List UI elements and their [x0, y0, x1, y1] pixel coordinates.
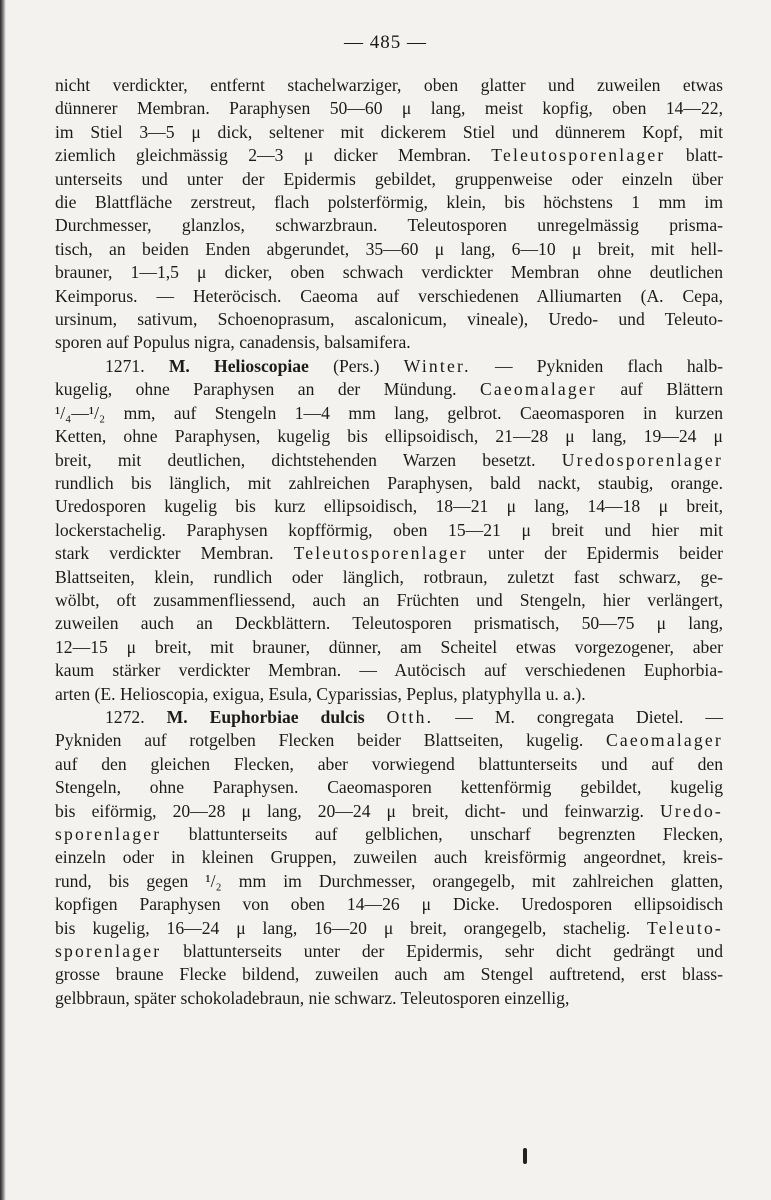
text-run: sporen auf Populus nigra, canadensis, balsamifera. — [55, 332, 411, 353]
text-run: Keimporus. — Heteröcisch. Caeoma auf verschiedenen Alliumarten (A. Cepa, — [55, 285, 723, 306]
text-line — [55, 449, 723, 472]
spaced-term: sporenlager — [55, 941, 162, 962]
text-line — [55, 285, 723, 308]
text-line — [55, 566, 723, 589]
text-line — [55, 753, 723, 776]
spaced-term: Teleutosporenlager — [491, 145, 666, 166]
text-run: auf den gleichen Flecken, aber vorwiegend blattunterseits und auf den — [55, 753, 723, 774]
text-line — [55, 659, 723, 682]
text-run: ¹/₄—¹/₂ mm, auf Stengeln 1—4 mm lang, gelbrot. Caeomasporen in kurzen — [55, 402, 723, 423]
text-run: stark verdickter Membran. — [55, 543, 294, 564]
text-run: blattunterseits unter der Epidermis, sehr dicht gedrängt und — [161, 941, 723, 962]
text-run: rund, bis gegen ¹/₂ mm im Durchmesser, orangegelb, mit zahlreichen glatten, — [55, 870, 723, 891]
species-name: M. Helioscopiae — [168, 355, 309, 376]
text-run: rundlich bis länglich, mit zahlreichen Paraphysen, bald nackt, staubig, orange. — [55, 472, 723, 493]
text-run: — M. congregata Dietel. — — [433, 706, 724, 727]
text-run: blatt- — [665, 145, 724, 166]
text-line — [55, 519, 723, 542]
text-run: dünnerer Membran. Paraphysen 50—60 μ lang, meist kopfig, oben 14—22, — [55, 98, 723, 119]
spaced-term: Teleuto- — [647, 917, 723, 938]
text-line — [55, 987, 723, 1010]
text-line — [55, 74, 723, 97]
text-run: auf Blättern — [597, 379, 724, 400]
species-name: M. Euphorbiae dulcis — [166, 706, 365, 727]
text-run: unter der Epidermis beider — [467, 543, 723, 564]
text-line — [55, 378, 723, 401]
text-run: Durchmesser, glanzlos, schwarzbraun. Teleutosporen unregelmässig prisma- — [55, 215, 723, 236]
text-run: die Blattfläche zerstreut, flach polsterförmig, klein, bis höchstens 1 mm im — [55, 192, 723, 213]
spaced-term: Uredosporenlager — [561, 449, 723, 470]
text-line — [55, 776, 723, 799]
text-line — [55, 308, 723, 331]
text-run: wölbt, oft zusammenfliessend, auch an Früchten und Stengeln, hier verlängert, — [55, 589, 723, 610]
spaced-term: Uredo- — [659, 800, 723, 821]
text-line — [55, 870, 723, 893]
text-run: — Pykniden flach halb- — [470, 355, 724, 376]
text-run: nicht verdickter, entfernt stachelwarziger, oben glatter und zuweilen etwas — [55, 75, 723, 95]
text-run: kaum stärker verdickter Membran. — Autöcisch auf verschiedenen Euphorbia- — [55, 660, 723, 681]
text-line — [55, 612, 723, 635]
text-run: ziemlich gleichmässig 2—3 μ dicker Membran. — [55, 145, 492, 166]
text-run: unterseits und unter der Epidermis gebildet, gruppenweise oder einzeln über — [55, 168, 723, 189]
text-line — [55, 683, 723, 706]
text-line — [55, 238, 723, 261]
text-run: lockerstachelig. Paraphysen kopfförmig, oben 15—21 μ breit und hier mit — [55, 519, 723, 540]
text-line — [55, 402, 723, 425]
text-run: Uredosporen kugelig bis kurz ellipsoidisch, 18—21 μ lang, 14—18 μ breit, — [55, 496, 723, 517]
text-run: ursinum, sativum, Schoenoprasum, ascalonicum, vineale), Uredo- und Teleuto- — [55, 309, 723, 330]
text-line — [55, 425, 723, 448]
text-run: blattunterseits auf gelblichen, unscharf begrenzten Flecken, — [161, 824, 723, 844]
text-run — [365, 707, 387, 727]
text-line — [55, 846, 723, 869]
text-run: Blattseiten, klein, rundlich oder länglich, rotbraun, zuletzt fast schwarz, ge- — [55, 566, 723, 587]
text-line — [55, 963, 723, 986]
scan-left-edge — [0, 0, 6, 1200]
text-line — [55, 214, 723, 237]
text-line — [55, 729, 723, 752]
text-line — [55, 144, 723, 167]
text-line — [55, 168, 723, 191]
text-run: breit, mit deutlichen, dichtstehenden Warzen besetzt. — [55, 449, 562, 470]
text-run: kopfigen Paraphysen von oben 14—26 μ Dicke. Uredosporen ellipsoidisch — [55, 894, 723, 915]
text-line — [55, 706, 723, 729]
text-line — [55, 940, 723, 963]
spaced-term: Otth. — [386, 706, 434, 727]
text-line — [55, 495, 723, 518]
text-run: Ketten, ohne Paraphysen, kugelig bis ellipsoidisch, 21—28 μ lang, 19—24 μ — [55, 426, 723, 447]
text-line — [55, 191, 723, 214]
text-run: im Stiel 3—5 μ dick, seltener mit dickerem Stiel und dünnerem Kopf, mit — [55, 121, 723, 142]
text-run: zuweilen auch an Deckblättern. Teleutosporen prismatisch, 50—75 μ lang, — [55, 613, 723, 634]
spaced-term: Winter. — [403, 355, 471, 376]
text-run: bis eiförmig, 20—28 μ lang, 20—24 μ breit, dicht- und feinwarzig. — [55, 800, 660, 821]
page-number: — 485 — — [344, 32, 427, 53]
spaced-term: sporenlager — [55, 824, 162, 844]
text-run: arten (E. Helioscopia, exigua, Esula, Cyparissias, Peplus, platyphylla u. a.). — [55, 683, 586, 704]
text-run: Pykniden auf rotgelben Flecken beider Blattseiten, kugelig. — [55, 730, 606, 751]
spaced-term: Caeomalager — [479, 379, 597, 400]
text-run: bis kugelig, 16—24 μ lang, 16—20 μ breit, orangegelb, stachelig. — [55, 917, 648, 938]
spaced-term: Teleutosporenlager — [293, 543, 468, 564]
text-run: tisch, an beiden Enden abgerundet, 35—60 μ lang, 6—10 μ breit, mit hell- — [55, 238, 723, 259]
text-run: kugelig, ohne Paraphysen an der Mündung. — [55, 379, 480, 400]
text-run: grosse braune Flecke bildend, zuweilen auch am Stengel auftretend, erst blass- — [55, 964, 723, 985]
text-run: 1271. — [105, 355, 169, 376]
text-line — [55, 331, 723, 354]
text-run: gelbbraun, später schokoladebraun, nie schwarz. Teleutosporen einzellig, — [55, 987, 570, 1008]
text-line — [55, 261, 723, 284]
text-line — [55, 472, 723, 495]
text-line — [55, 800, 723, 823]
text-line — [55, 121, 723, 144]
text-line — [55, 893, 723, 916]
spaced-term: Caeomalager — [605, 730, 723, 751]
text-run: brauner, 1—1,5 μ dicker, oben schwach verdickter Membran ohne deutlichen — [55, 262, 723, 283]
text-run: 1272. — [105, 706, 167, 727]
ink-speck — [523, 1148, 527, 1164]
text-line — [55, 823, 723, 846]
text-line — [55, 97, 723, 120]
text-line — [55, 355, 723, 378]
text-line — [55, 917, 723, 940]
text-line — [55, 636, 723, 659]
text-line — [55, 542, 723, 565]
text-run: (Pers.) — [308, 355, 404, 376]
text-line — [55, 589, 723, 612]
text-run: Stengeln, ohne Paraphysen. Caeomasporen kettenförmig gebildet, kugelig — [55, 777, 723, 798]
body-text — [55, 74, 723, 1010]
text-run: einzeln oder in kleinen Gruppen, zuweilen auch kreisförmig angeordnet, kreis- — [55, 847, 723, 868]
text-run: 12—15 μ breit, mit brauner, dünner, am Scheitel etwas vorgezogener, aber — [55, 636, 723, 657]
